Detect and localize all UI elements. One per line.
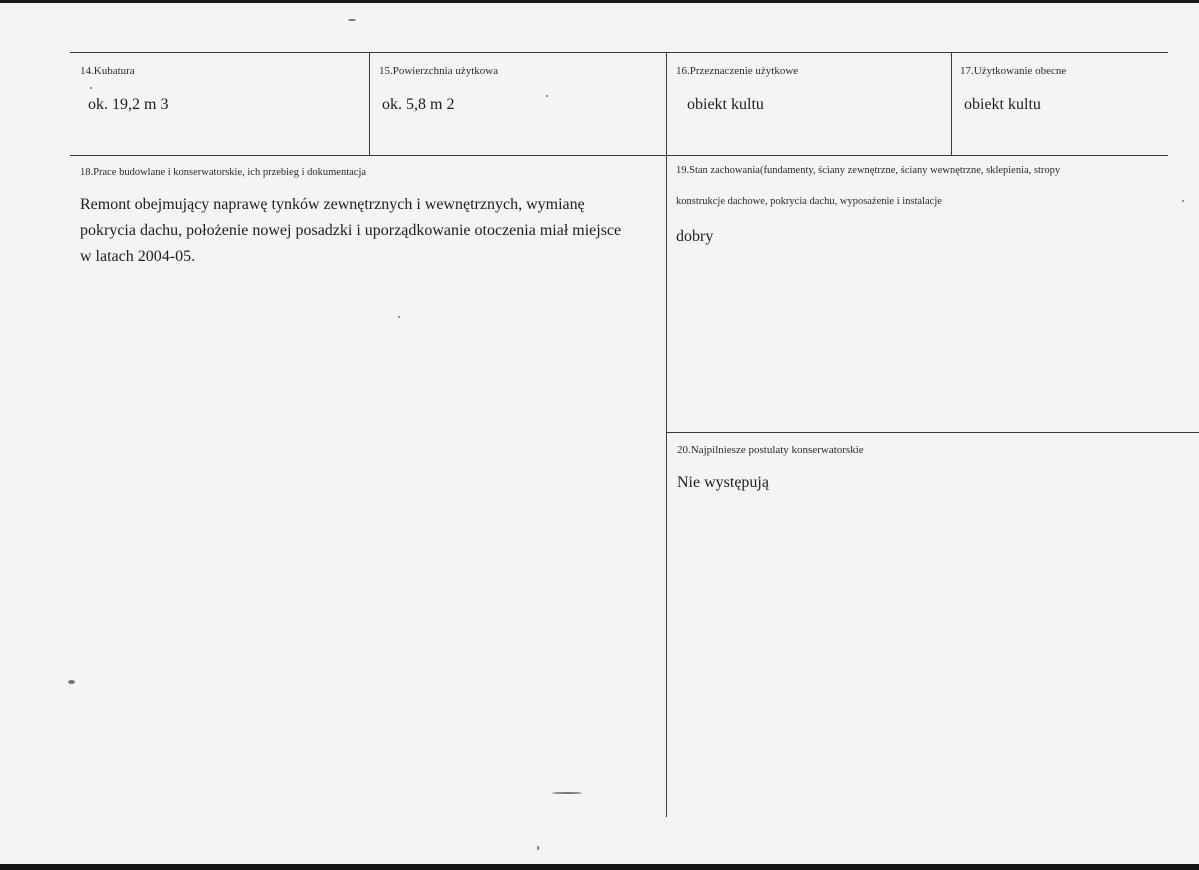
powierzchnia-label: 15.Powierzchnia użytkowa bbox=[379, 65, 499, 77]
scan-speck bbox=[68, 680, 75, 684]
uzytkowanie-label: 17.Użytkowanie obecne bbox=[960, 65, 1067, 77]
scan-speck bbox=[348, 19, 356, 21]
postulaty-value: Nie występują bbox=[677, 474, 769, 491]
scan-speck bbox=[552, 792, 582, 794]
kubatura-value: ok. 19,2 m 3 bbox=[88, 96, 169, 113]
scan-speck bbox=[1182, 200, 1184, 202]
scan-edge-bottom bbox=[0, 864, 1199, 870]
stan-value: dobry bbox=[676, 228, 714, 245]
prace-description bbox=[80, 192, 660, 270]
prace-line-2: pokrycia dachu, położenie nowej posadzki i uporządkowanie otoczenia miał miejsce bbox=[80, 222, 622, 239]
scan-speck bbox=[546, 95, 548, 97]
col-divider-1 bbox=[369, 52, 370, 155]
powierzchnia-value: ok. 5,8 m 2 bbox=[382, 96, 455, 113]
scan-speck bbox=[537, 846, 539, 850]
scan-edge-top bbox=[0, 0, 1199, 3]
row-divider-2 bbox=[667, 432, 1199, 433]
uzytkowanie-value: obiekt kultu bbox=[964, 96, 1041, 113]
przeznaczenie-label: 16.Przeznaczenie użytkowe bbox=[676, 65, 799, 77]
prace-line-3: w latach 2004-05. bbox=[80, 248, 196, 265]
scan-speck bbox=[398, 316, 400, 318]
postulaty-label: 20.Najpilniesze postulaty konserwatorskie bbox=[677, 444, 864, 456]
col-divider-2 bbox=[666, 52, 667, 817]
table-top-border bbox=[70, 52, 1168, 53]
stan-label-line-2: konstrukcje dachowe, pokrycia dachu, wyposażenie i instalacje bbox=[676, 196, 942, 207]
przeznaczenie-value: obiekt kultu bbox=[687, 96, 764, 113]
stan-label-line-1: 19.Stan zachowania(fundamenty, ściany zewnętrzne, ściany wewnętrzne, sklepienia, stropy bbox=[676, 165, 1061, 176]
prace-line-1: Remont obejmujący naprawę tynków zewnętrznych i wewnętrznych, wymianę bbox=[80, 196, 585, 213]
kubatura-label: 14.Kubatura bbox=[80, 65, 135, 77]
col-divider-3 bbox=[951, 52, 952, 155]
scan-speck bbox=[90, 87, 92, 89]
prace-label: 18.Prace budowlane i konserwatorskie, ich przebieg i dokumentacja bbox=[80, 167, 367, 178]
row-divider-1 bbox=[70, 155, 1168, 156]
